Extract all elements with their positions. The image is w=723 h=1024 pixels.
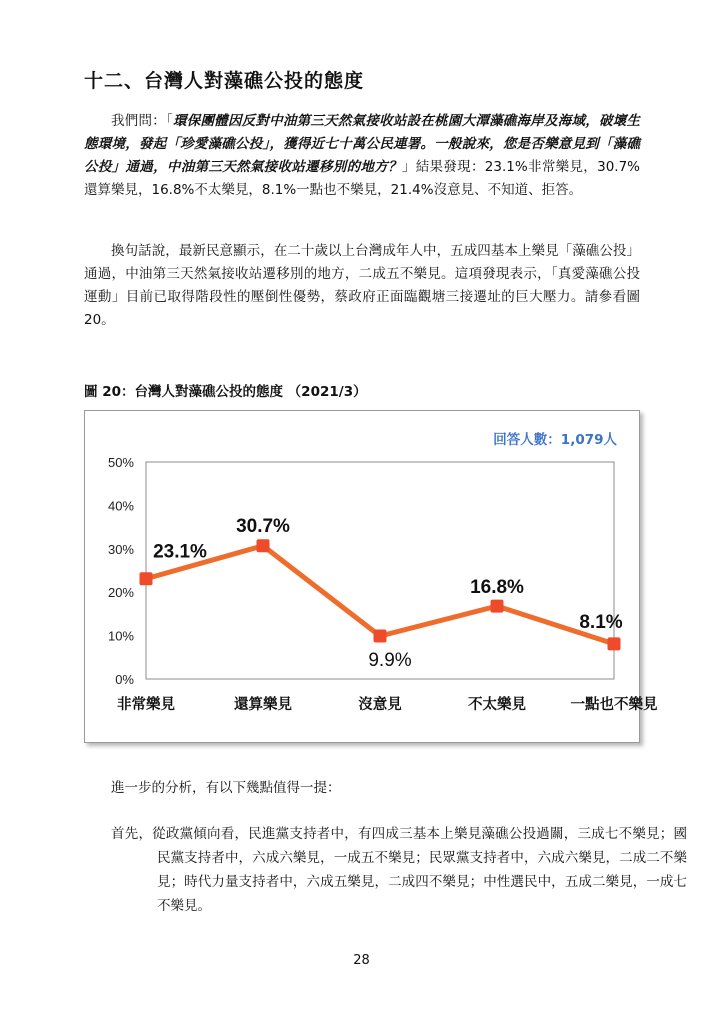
figure-title: 圖 20：台灣人對藻礁公投的態度 （2021/3） <box>84 384 367 400</box>
analysis-intro: 進一步的分析，有以下幾點值得一提： <box>111 780 341 796</box>
y-tick-label: 10% <box>107 628 134 644</box>
x-category-label: 一點也不樂見 <box>570 697 658 713</box>
data-point <box>491 600 504 613</box>
question-lead: 我們問：「 <box>111 113 173 129</box>
summary-paragraph: 換句話說，最新民意顯示，在二十歲以上台灣成年人中，五成四基本上樂見「藻礁公投」通過，中油第三天然氣接收站遷移別的地方，二成五不樂見。這項發現表示，「真愛藻礁公投運動」目前已取得階段性的壓倒性優勢，蔡政府正面臨觀塘三接遷址的巨大壓力。請參看圖 20。 <box>84 243 640 328</box>
data-point <box>374 630 387 643</box>
question-text: 環保團體因反對中油第三天然氣接收站設在桃園大潭藻礁海岸及海域，破壞生態環境，發起「珍愛藻礁公投」，獲得近七十萬公民連署。一般說來，您是否樂意見到「藻礁公投」通過，中油第三天然氣接收站遷移別的地方？ <box>84 113 641 175</box>
x-category-label: 還算樂見 <box>234 697 292 713</box>
data-label: 9.9% <box>368 650 412 672</box>
y-tick-label: 40% <box>107 498 134 514</box>
y-tick-label: 0% <box>115 672 134 687</box>
x-category-label: 沒意見 <box>358 697 402 713</box>
question-result: 」結果發現：23.1%非常樂見，30.7%還算樂見，16.8%不太樂見，8.1%一點也不樂見，21.4%沒意見、不知道、拒答。 <box>84 159 640 198</box>
x-category-label: 非常樂見 <box>117 697 175 713</box>
y-tick-label: 30% <box>107 541 134 557</box>
y-tick-label: 50% <box>107 455 134 470</box>
analysis-point-1: 首先，從政黨傾向看，民進黨支持者中，有四成三基本上樂見藻礁公投過關，三成七不樂見；國民黨支持者中，六成六樂見，一成五不樂見；民眾黨支持者中，六成六樂見，二成二不樂見；時代力量支持者中，六成五樂見，二成四不樂見；中性選民中，五成二樂見，一成七不樂見。 <box>111 826 687 914</box>
plot-area <box>146 462 614 679</box>
data-label: 16.8% <box>470 577 524 599</box>
y-tick-label: 20% <box>107 585 134 601</box>
page-number: 28 <box>353 953 370 968</box>
data-label: 30.7% <box>236 515 290 537</box>
chart-frame <box>84 410 658 743</box>
data-point <box>140 572 153 585</box>
data-label: 23.1% <box>153 541 207 563</box>
data-point <box>257 539 270 552</box>
sample-size-annotation: 回答人數：1,079人 <box>493 432 617 448</box>
section-heading: 十二、台灣人對藻礁公投的態度 <box>84 70 365 92</box>
data-label: 8.1% <box>579 611 623 633</box>
data-point <box>608 637 621 650</box>
question-paragraph <box>84 110 640 202</box>
series-line <box>146 546 614 644</box>
x-category-label: 不太樂見 <box>468 697 526 713</box>
line-chart <box>85 411 658 742</box>
